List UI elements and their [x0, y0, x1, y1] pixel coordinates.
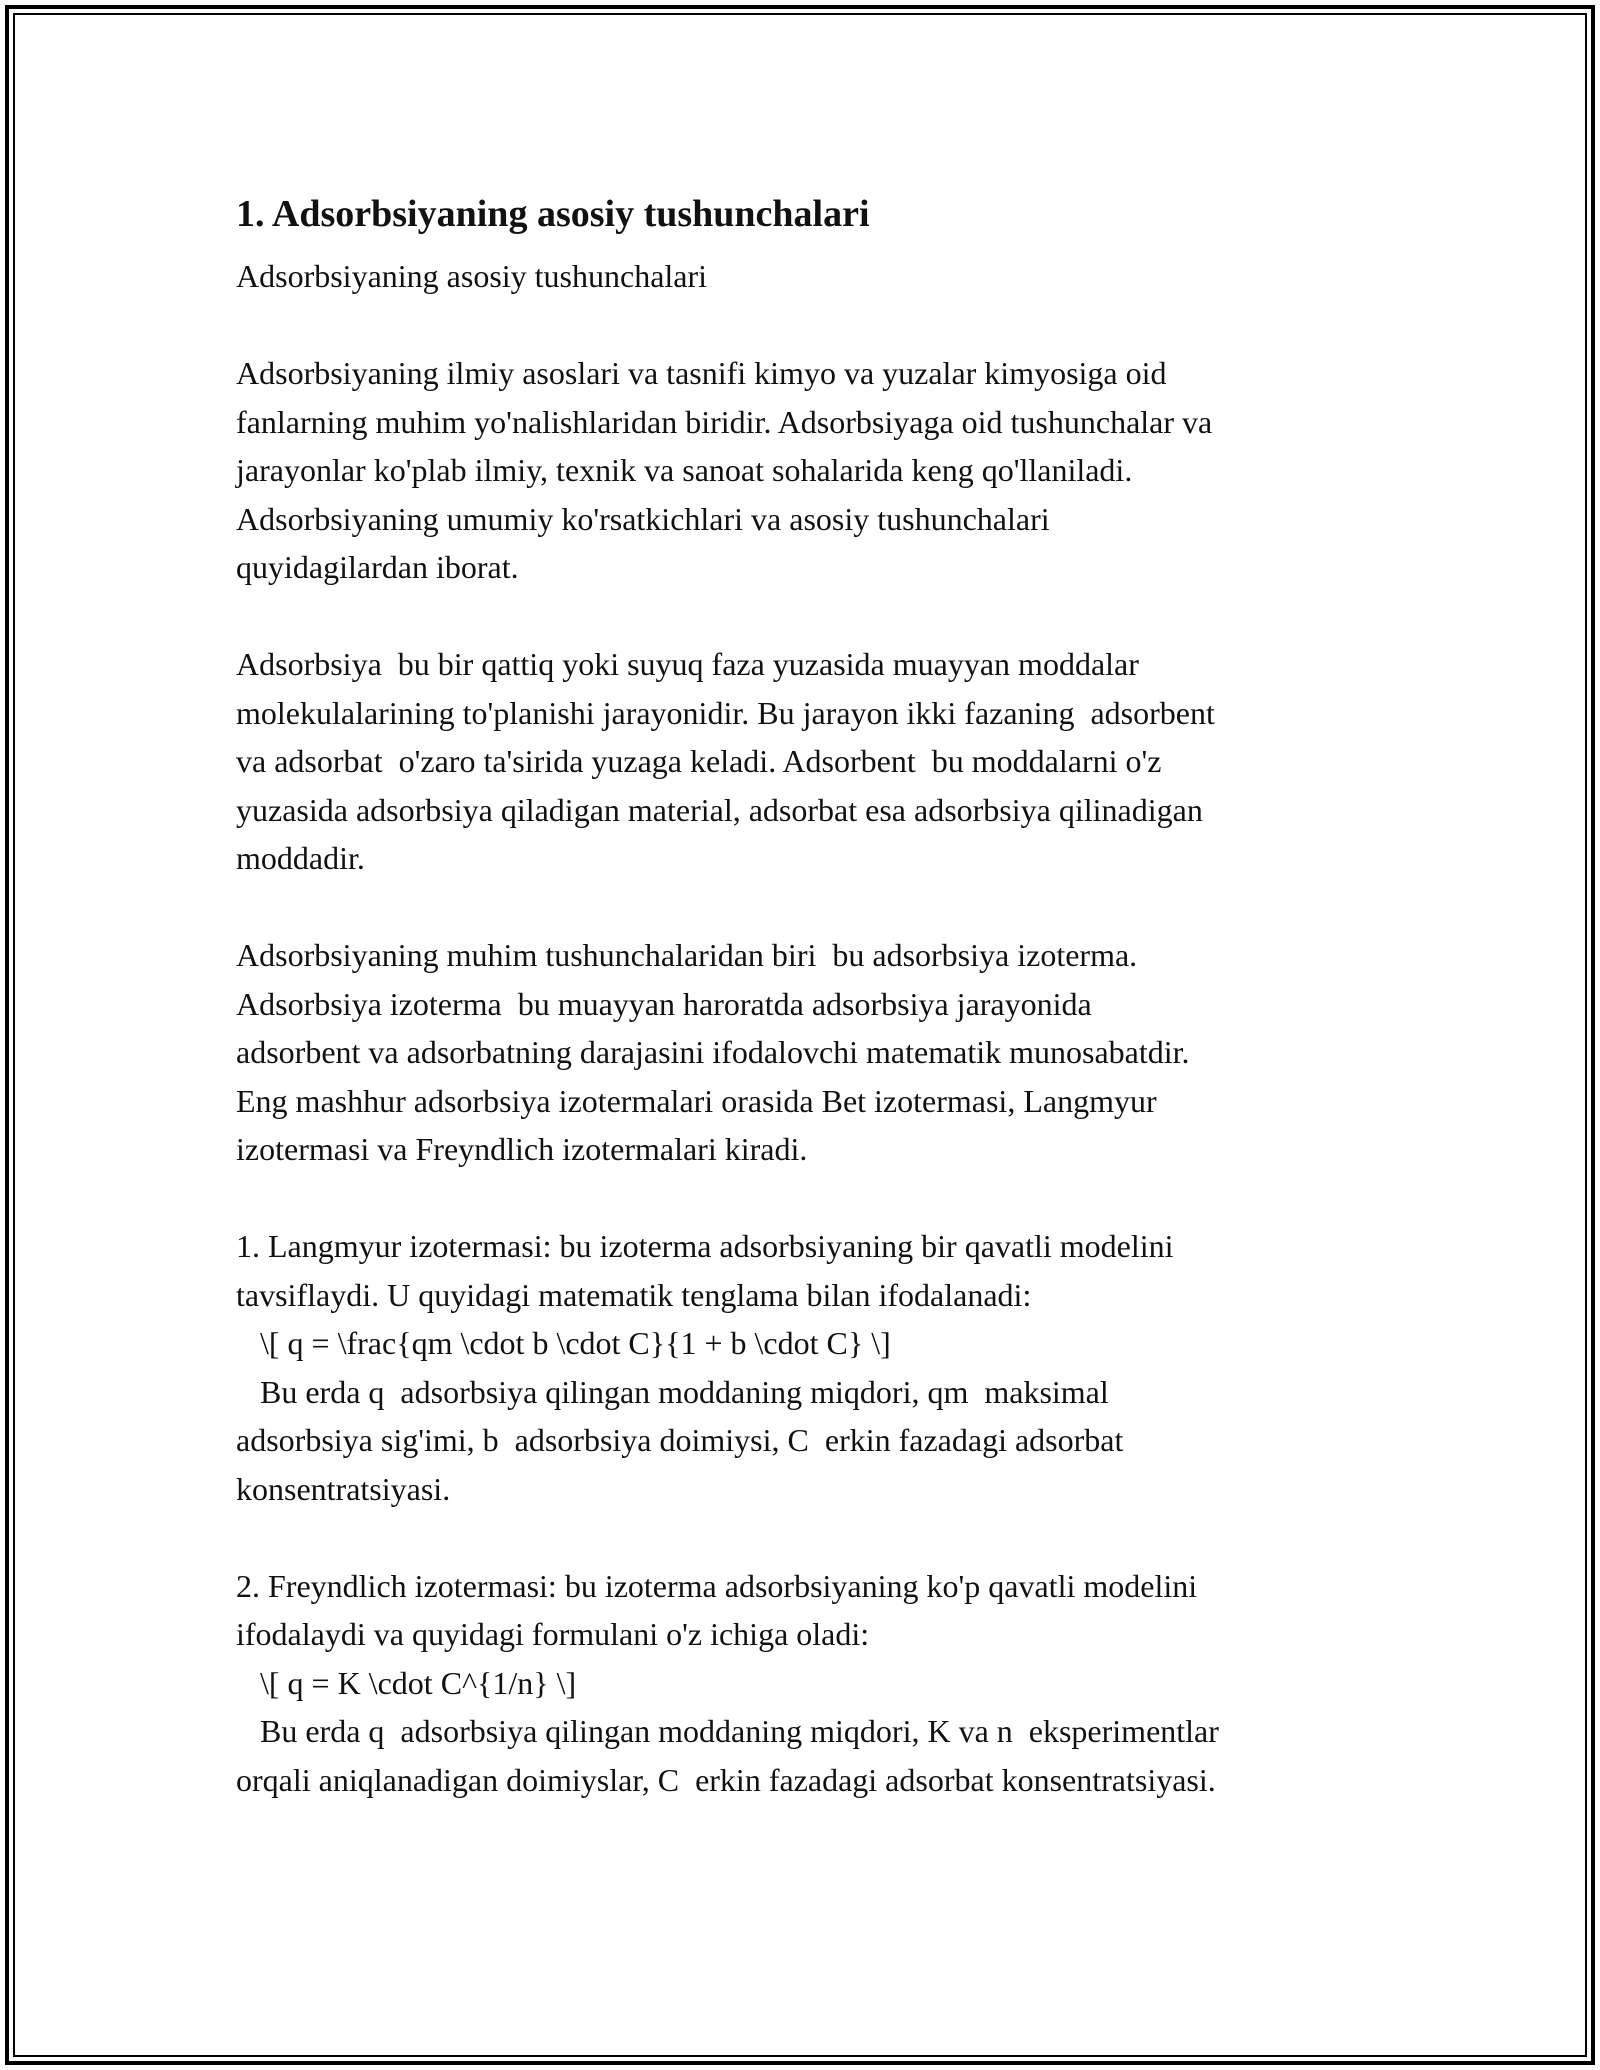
text-line: konsentratsiyasi.: [236, 1470, 451, 1507]
text-line: izotermasi va Freyndlich izotermalari kiradi.: [236, 1131, 808, 1167]
text-line: Adsorbsiyaning umumiy ko'rsatkichlari va asosiy tushunchalari: [236, 500, 1050, 537]
text-line: ifodalaydi va quyidagi formulani o'z ichiga oladi:: [236, 1616, 870, 1652]
text-line: moddadir.: [236, 840, 365, 876]
text-line: Adsorbsiya izoterma bu muayyan haroratda adsorbsiya jarayonida: [236, 985, 1092, 1022]
document-body: [236, 182, 1386, 1804]
text-line: adsorbsiya sig'imi, b adsorbsiya doimiysi, C erkin fazadagi adsorbat: [236, 1422, 1124, 1458]
text-line: adsorbent va adsorbatning darajasini ifodalovchi matematik munosabatdir.: [236, 1034, 1190, 1070]
text-line: Adsorbsiya bu bir qattiq yoki suyuq faza yuzasida muayyan moddalar: [236, 646, 1139, 682]
paragraph-intro: [236, 349, 1386, 592]
text-line: tavsiflaydi. U quyidagi matematik tenglama bilan ifodalanadi:: [236, 1276, 1032, 1313]
paragraph-langmuir: [236, 1222, 1386, 1513]
text-line: yuzasida adsorbsiya qiladigan material, adsorbat esa adsorbsiya qilinadigan: [236, 791, 1203, 828]
text-line: 1. Langmyur izotermasi: bu izoterma adsorbsiyaning bir qavatli modelini: [236, 1228, 1174, 1264]
text-line: Bu erda q adsorbsiya qilingan moddaning miqdori, K va n eksperimentlar: [236, 1713, 1219, 1749]
text-line: Adsorbsiyaning muhim tushunchalaridan biri bu adsorbsiya izoterma.: [236, 937, 1138, 973]
text-line: Eng mashhur adsorbsiya izotermalari orasida Bet izotermasi, Langmyur: [236, 1082, 1157, 1119]
text-line: Bu erda q adsorbsiya qilingan moddaning miqdori, qm maksimal: [236, 1373, 1109, 1410]
text-line: Adsorbsiyaning ilmiy asoslari va tasnifi kimyo va yuzalar kimyosiga oid: [236, 355, 1167, 391]
formula-line: \[ q = \frac{qm \cdot b \cdot C}{1 + b \cdot C} \]: [236, 1325, 891, 1361]
text-line: fanlarning muhim yo'nalishlaridan biridir. Adsorbsiyaga oid tushunchalar va: [236, 403, 1213, 440]
text-line: va adsorbat o'zaro ta'sirida yuzaga keladi. Adsorbent bu moddalarni o'z: [236, 743, 1162, 779]
text-line: orqali aniqlanadigan doimiyslar, C erkin fazadagi adsorbat konsentratsiyasi.: [236, 1761, 1216, 1798]
text-line: 2. Freyndlich izotermasi: bu izoterma adsorbsiyaning ko'p qavatli modelini: [236, 1567, 1198, 1604]
paragraph-freundlich: [236, 1562, 1386, 1805]
paragraph-isotherm: [236, 931, 1386, 1174]
text-line: jarayonlar ko'plab ilmiy, texnik va sanoat sohalarida keng qo'llaniladi.: [236, 452, 1133, 488]
text-line: molekulalarining to'planishi jarayonidir. Bu jarayon ikki fazaning adsorbent: [236, 694, 1215, 731]
text-line: quyidagilardan iborat.: [236, 549, 519, 585]
section-title: 1. Adsorbsiyaning asosiy tushunchalari: [236, 193, 870, 235]
paragraph-definition: [236, 640, 1386, 883]
section-subtitle: Adsorbsiyaning asosiy tushunchalari: [236, 258, 708, 294]
formula-line: \[ q = K \cdot C^{1/n} \]: [236, 1664, 577, 1701]
